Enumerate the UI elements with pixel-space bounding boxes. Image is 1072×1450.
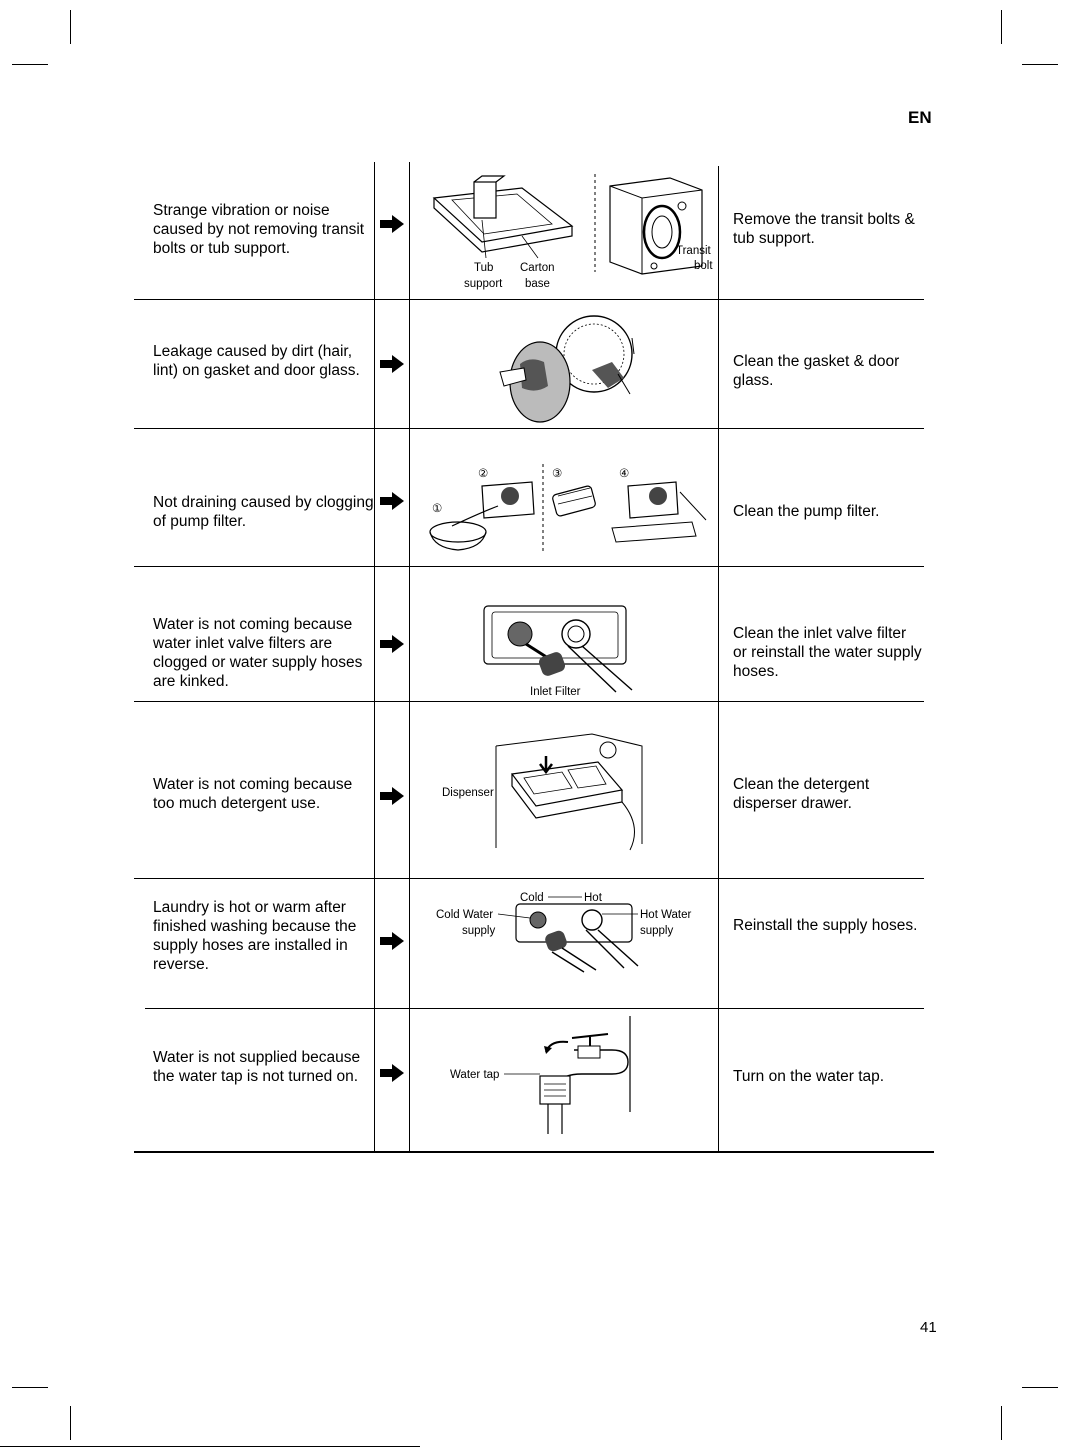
problem-cause: Water is not supplied because the water tap is not turned on. xyxy=(153,1049,361,1085)
label-support: support xyxy=(464,278,503,290)
label-bolt: bolt xyxy=(694,260,713,272)
crop-mark xyxy=(70,10,71,44)
table-bottom-border xyxy=(134,1151,934,1153)
arrow-right-icon xyxy=(380,215,404,233)
remedy-text: Clean the inlet valve filter or reinstall the water supply hoses. xyxy=(733,625,922,680)
label-hot-water: Hot Water xyxy=(640,909,692,921)
label-dispenser: Dispenser xyxy=(442,787,494,799)
step-4-label: ④ xyxy=(619,468,630,480)
label-cold-supply: supply xyxy=(462,925,496,937)
language-label: EN xyxy=(908,108,932,127)
pump-filter-illustration xyxy=(412,462,716,556)
inlet-filter-illustration xyxy=(412,600,716,698)
label-hot-supply: supply xyxy=(640,925,674,937)
label-tub: Tub xyxy=(474,262,494,274)
crop-mark xyxy=(1001,10,1002,44)
remedy-text: Reinstall the supply hoses. xyxy=(733,917,918,934)
crop-mark xyxy=(1001,1406,1002,1440)
label-water-tap: Water tap xyxy=(450,1069,500,1081)
problem-cause: Leakage caused by dirt (hair, lint) on gasket and door glass. xyxy=(153,343,360,379)
trim-line xyxy=(0,1446,420,1447)
label-inlet-filter: Inlet Filter xyxy=(530,686,581,698)
arrow-right-icon xyxy=(380,1064,404,1082)
arrow-right-icon xyxy=(380,635,404,653)
row-divider xyxy=(134,428,924,429)
row-divider xyxy=(134,299,924,300)
problem-cause: Laundry is hot or warm after finished washing because the supply hoses are installed in reverse. xyxy=(153,899,357,973)
row-divider xyxy=(134,701,924,702)
crop-mark xyxy=(1022,1387,1058,1388)
column-divider xyxy=(718,166,719,1151)
crop-mark xyxy=(12,64,48,65)
dispenser-illustration xyxy=(412,726,716,852)
step-3-label: ③ xyxy=(552,468,563,480)
problem-cause: Strange vibration or noise caused by not removing transit bolts or tub support. xyxy=(153,202,365,257)
arrow-right-icon xyxy=(380,932,404,950)
crop-mark xyxy=(12,1387,48,1388)
label-base: base xyxy=(525,278,550,290)
gasket-cleaning-illustration xyxy=(412,308,716,426)
remedy-text: Clean the gasket & door glass. xyxy=(733,353,900,389)
row-divider xyxy=(134,566,924,567)
step-1-label: ① xyxy=(432,503,443,515)
arrow-right-icon xyxy=(380,787,404,805)
transit-bolt-illustration xyxy=(412,170,716,294)
label-cold-water: Cold Water xyxy=(436,909,494,921)
remedy-text: Turn on the water tap. xyxy=(733,1068,885,1085)
problem-cause: Water is not coming because water inlet valve filters are clogged or water supply hoses are kinked. xyxy=(153,616,363,690)
remedy-text: Clean the pump filter. xyxy=(733,503,880,520)
label-carton: Carton xyxy=(520,262,555,274)
crop-mark xyxy=(70,1406,71,1440)
remedy-text: Remove the transit bolts & tub support. xyxy=(733,211,915,247)
crop-mark xyxy=(1022,64,1058,65)
column-divider xyxy=(409,162,410,1151)
problem-cause: Not draining caused by clogging of pump filter. xyxy=(153,494,374,530)
row-divider xyxy=(134,878,924,879)
water-tap-illustration xyxy=(412,1014,716,1138)
step-2-label: ② xyxy=(478,468,489,480)
arrow-right-icon xyxy=(380,355,404,373)
remedy-text: Clean the detergent disperser drawer. xyxy=(733,776,870,812)
label-hot: Hot xyxy=(584,892,602,904)
supply-hoses-illustration xyxy=(412,886,716,976)
problem-cause: Water is not coming because too much detergent use. xyxy=(153,776,353,812)
label-cold: Cold xyxy=(520,892,544,904)
arrow-right-icon xyxy=(380,492,404,510)
page-number: 41 xyxy=(920,1319,937,1336)
row-divider xyxy=(145,1008,924,1009)
label-transit: Transit xyxy=(676,245,711,257)
